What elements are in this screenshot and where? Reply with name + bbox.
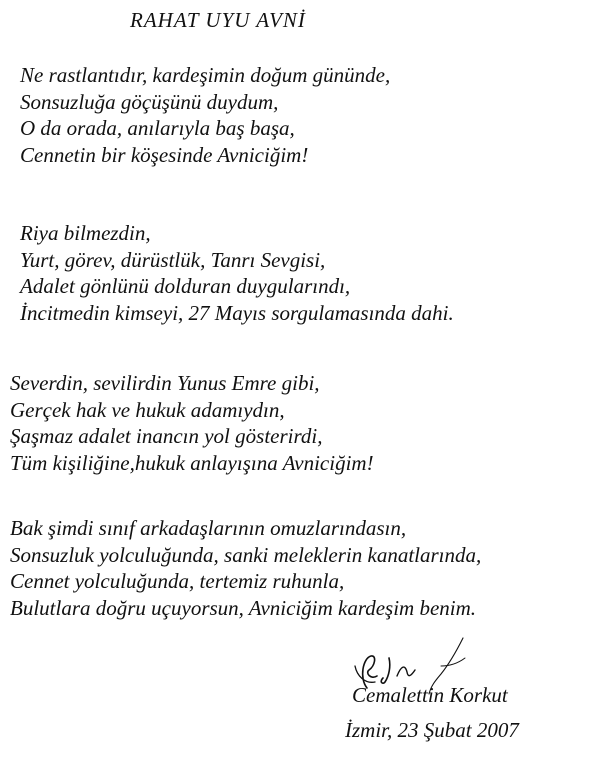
poem-line: Cennet yolculuğunda, tertemiz ruhunla,	[10, 569, 345, 593]
poem-title: RAHAT UYU AVNİ	[130, 8, 306, 32]
poem-line: Şaşmaz adalet inancın yol gösterirdi,	[10, 424, 323, 448]
stanza-1	[20, 62, 390, 168]
poem-line: Adalet gönlünü dolduran duygularındı,	[20, 274, 351, 298]
poem-line: Sonsuzluk yolculuğunda, sanki meleklerin kanatlarında,	[10, 542, 482, 567]
poem-line: Cennetin bir köşesinde Avniciğim!	[20, 142, 309, 167]
stanza-3	[10, 370, 374, 476]
poem-line: Yurt, görev, dürüstlük, Tanrı Sevgisi,	[20, 247, 326, 272]
stanza-4	[10, 515, 481, 621]
stanza-2	[20, 220, 454, 326]
poem-line: Gerçek hak ve hukuk adamıydın,	[10, 397, 285, 422]
poem-line: İncitmedin kimseyi, 27 Mayıs sorgulamasında dahi.	[20, 300, 454, 325]
author-name: Cemalettin Korkut	[352, 683, 508, 707]
poem-line: O da orada, anılarıyla baş başa,	[20, 116, 295, 140]
poem-line: Riya bilmezdin,	[20, 221, 151, 245]
poem-line: Sonsuzluğa göçüşünü duydum,	[20, 89, 279, 114]
poem-line: Bak şimdi sınıf arkadaşlarının omuzlarındasın,	[10, 516, 407, 540]
poem-line: Tüm kişiliğine,hukuk anlayışına Avniciğim!	[10, 450, 374, 475]
poem-line: Ne rastlantıdır, kardeşimin doğum gününde,	[20, 63, 391, 87]
poem-line: Severdin, sevilirdin Yunus Emre gibi,	[10, 371, 320, 395]
place-date: İzmir, 23 Şubat 2007	[345, 718, 519, 742]
poem-line: Bulutlara doğru uçuyorsun, Avniciğim kardeşim benim.	[10, 595, 477, 620]
